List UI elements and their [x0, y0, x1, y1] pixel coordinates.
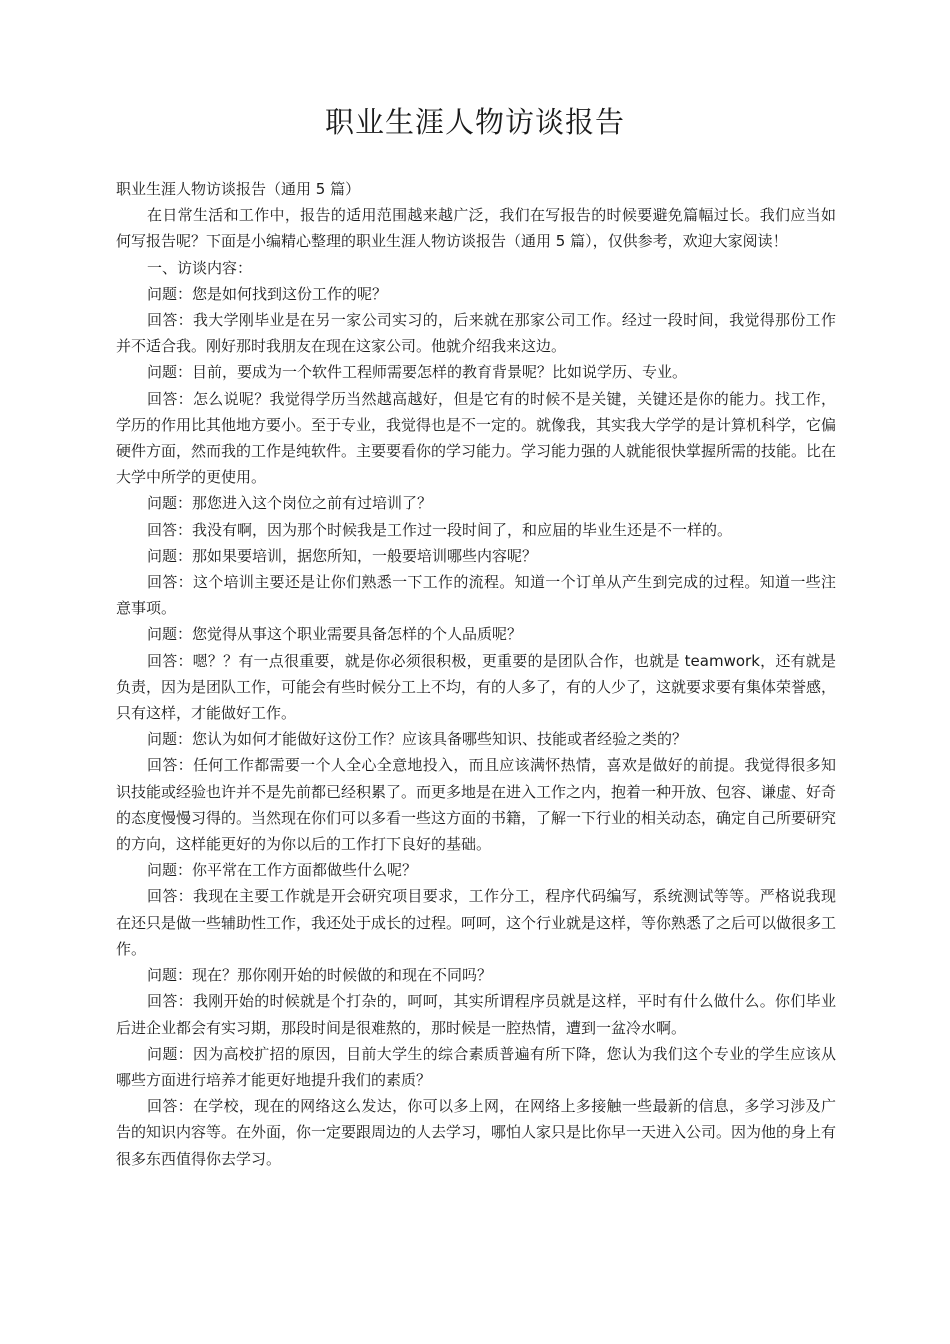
answer-paragraph: 回答：我刚开始的时候就是个打杂的，呵呵，其实所谓程序员就是这样，平时有什么做什么。你们毕业后进企业都会有实习期，那段时间是很难熬的，那时候是一腔热情，遭到一盆冷水啊。 — [116, 992, 836, 1037]
answer-paragraph: 回答：嗯？？有一点很重要，就是你必须很积极，更重要的是团队合作，也就是 teamwork，还有就是负责，因为是团队工作，可能会有些时候分工上不均，有的人多了，有的人少了，这就要求要有集体荣誉感，只有这样，才能做好工作。 — [116, 651, 837, 723]
answer-paragraph: 回答：这个培训主要还是让你们熟悉一下工作的流程。知道一个订单从产生到完成的过程。知道一些注意事项。 — [116, 573, 836, 618]
answer-paragraph: 回答：在学校，现在的网络这么发达，你可以多上网，在网络上多接触一些最新的信息，多学习涉及广告的知识内容等。在外面，你一定要跟周边的人去学习，哪怕人家只是比你早一天进入公司。因为他的身上有很多东西值得你去学习。 — [116, 1097, 837, 1168]
answer-paragraph: 回答：怎么说呢？我觉得学历当然越高越好，但是它有的时候不是关键，关键还是你的能力。找工作，学历的作用比其他地方要小。至于专业，我觉得也是不一定的。就像我，其实我大学学的是计算机科学，它偏硬件方面，然而我的工作是纯软件。主要要看你的学习能力。学习能力强的人就能很快掌握所需的技能。比在大学中所学的更使用。 — [116, 389, 837, 487]
question-paragraph: 问题：您认为如何才能做好这份工作？应该具备哪些知识、技能或者经验之类的？ — [147, 730, 688, 749]
question-paragraph: 问题：因为高校扩招的原因，目前大学生的综合素质普遍有所下降，您认为我们这个专业的学生应该从哪些方面进行培养才能更好地提升我们的素质？ — [116, 1044, 836, 1089]
question-paragraph: 问题：那您进入这个岗位之前有过培训了？ — [147, 494, 433, 513]
question-paragraph: 问题：现在？那你刚开始的时候做的和现在不同吗？ — [147, 966, 493, 985]
answer-paragraph: 回答：我大学刚毕业是在另一家公司实习的，后来就在那家公司工作。经过一段时间，我觉得那份工作并不适合我。刚好那时我朋友在现在这家公司。他就介绍我来这边。 — [116, 311, 836, 356]
answer-paragraph: 回答：我没有啊，因为那个时候我是工作过一段时间了，和应届的毕业生还是不一样的。 — [147, 520, 733, 539]
question-paragraph: 问题：你平常在工作方面都做些什么呢？ — [147, 861, 418, 880]
document-body — [116, 176, 836, 1172]
question-paragraph: 问题：目前，要成为一个软件工程师需要怎样的教育背景呢？比如说学历、专业。 — [147, 363, 688, 382]
answer-paragraph: 回答：我现在主要工作就是开会研究项目要求，工作分工，程序代码编写，系统测试等等。严格说我现在还只是做一些辅助性工作，我还处于成长的过程。呵呵，这个行业就是这样，等你熟悉了之后可以做很多工作。 — [116, 887, 837, 958]
answer-paragraph: 回答：任何工作都需要一个人全心全意地投入，而且应该满怀热情，喜欢是做好的前提。我觉得很多知识技能或经验也许并不是先前都已经积累了。而更多地是在进入工作之内，抱着一种开放、包容、谦虚、好奇的态度慢慢习得的。当然现在你们可以多看一些这方面的书籍，了解一下行业的相关动态，确定自己所要研究的方向，这样能更好的为你以后的工作打下良好的基础。 — [116, 756, 837, 854]
document-title: 职业生涯人物访谈报告 — [324, 105, 625, 139]
question-paragraph: 问题：您是如何找到这份工作的呢？ — [147, 284, 388, 303]
question-paragraph: 问题：那如果要培训，据您所知，一般要培训哪些内容呢？ — [147, 546, 538, 565]
section-heading: 一、访谈内容： — [147, 258, 253, 277]
question-paragraph: 问题：您觉得从事这个职业需要具备怎样的个人品质呢？ — [147, 625, 523, 644]
paragraph-intro: 在日常生活和工作中，报告的适用范围越来越广泛，我们在写报告的时候要避免篇幅过长。我们应当如何写报告呢？下面是小编精心整理的职业生涯人物访谈报告（通用 5 篇），仅供参考，欢迎大家阅读！ — [116, 206, 836, 251]
document-subtitle: 职业生涯人物访谈报告（通用 5 篇） — [116, 180, 361, 198]
